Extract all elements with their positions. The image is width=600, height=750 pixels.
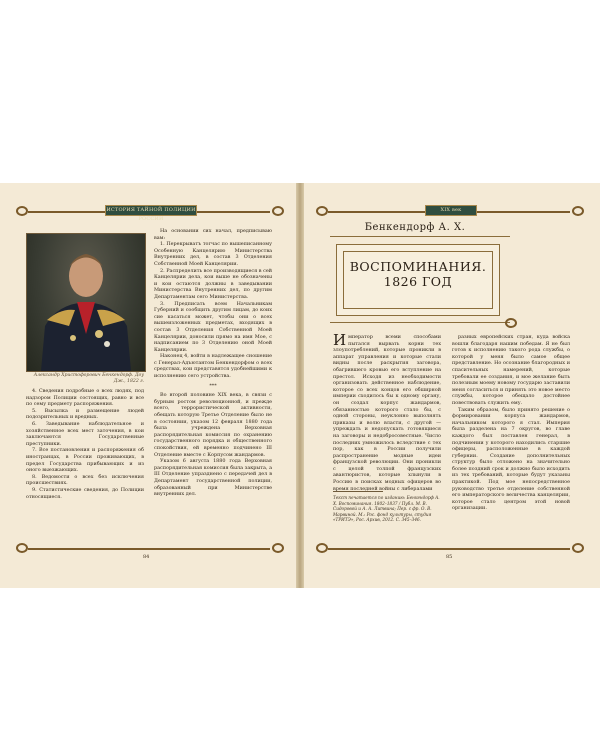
left-header-scroll-left <box>16 206 28 216</box>
right-footer-scroll-left <box>316 543 328 553</box>
footnote-rule <box>333 491 383 492</box>
paragraph: 5. Высылка и размещение людей подозрительных и вредных. <box>26 407 144 421</box>
left-column-1 <box>26 388 144 500</box>
portrait-image <box>26 233 146 372</box>
right-running-head: XIX век <box>425 205 477 216</box>
portrait-figure <box>27 234 145 371</box>
paragraph: 3. Предписать всем Начальникам Губерний и сообщить другим лицам, до коих сие касаться может, чтобы они о всех вышеизложенных предметах, входящих в состав 3 Отделения Собственной Моей Канцелярии, доносили прямо на имя Мое, с надписанием по 3 Отделению оной Моей Канцелярии. <box>154 300 272 353</box>
paragraph: 2. Распределить все производящиеся в сей Канцелярии дела, кои выше не обозначены и кои остаются должны в заведывании Министерства Внутренних дел, по другим Департаментам сего Министерства. <box>154 267 272 300</box>
chapter-title-line-1: ВОСПОМИНАНИЯ. <box>349 259 487 274</box>
paragraph: На основании сих начал, предписываю вам: <box>154 228 272 241</box>
paragraph: *** <box>209 382 217 389</box>
left-footer-rule <box>28 548 270 550</box>
chapter-title-line-2: 1826 ГОД <box>383 274 453 289</box>
paragraph: 8. Ведомости о всех без исключения происшествиях. <box>26 473 144 487</box>
left-running-head: ИСТОРИЯ ТАЙНОЙ ПОЛИЦИИ РОССИИ <box>106 207 196 222</box>
paragraph: 4. Сведения подробные о всех людях, под надзором Полиции состоящих, равно и все по сему предмету распоряжения. <box>26 388 144 408</box>
left-header-scroll-right <box>272 206 284 216</box>
portrait-caption: Александр Христофорович Бенкендорф. Доу Дж., 1822 г. <box>33 373 144 384</box>
chapter-title <box>337 259 499 289</box>
left-column-2 <box>154 228 272 498</box>
paragraph: Указом 6 августа 1880 года Верховная распорядительная комиссия была закрыта, а III Отделение упразднено с передачей дел в Департамент государственной полиции, образованный при Министерстве внутренних дел. <box>154 458 272 498</box>
author-heading: Бенкендорф А. Х. <box>364 222 466 233</box>
paragraph: Во второй половине XIX века, в связи с бурным ростом революционной, и прежде всего, террористической активности, обещать которую Третье Отделение было не в состоянии, указом 12 февраля 1880 года была учреждена Верховная распорядительная комиссия по охранению государственного порядка и общественного спокойствия, ей временно подчинено III Отделение вместе с Корпусом жандармов. <box>154 392 272 458</box>
paragraph: Наконец 4, войти в надлежащее сношение с Генерал-Адъютантом Бенкендорфом о всех средствах, кои представятся удобнейшими к исполнению сего устройства. <box>154 353 272 380</box>
title-top-rule <box>330 236 510 237</box>
paragraph: 9. Статистические сведения, до Полиции относящиеся. <box>26 486 144 500</box>
paragraph: 7. Все постановления и распоряжения об иностранцах, в России проживающих, в предел Государства прибывающих и из оного выезжающих. <box>26 447 144 474</box>
paragraph: разных европейских стран, куда войска вошли благодаря нашим победам. Я не был готов к исполнению такого рода службы, о которой у меня было самое общее представление. Но осознание благородных и спасительных намерений, которые требовали ее создания, и мое желание быть полезным моему новому государю заставили меня согласиться и принять это новое место службы, которое обещало достойнее повествовать служить ему. <box>452 334 570 406</box>
right-footer-scroll-right <box>572 543 584 553</box>
paragraph: 1. Перекрыватъ тогчас по вышеписанному Особенную Канцелярию Министерства Внутренних дел, в состав 3 Отделения Собственной Моей Канцелярии. <box>154 241 272 267</box>
footnote: Текст печатается по изданию: Бенкендорф А. Х. Воспоминания. 1802–1837 / Публ. М. В. Сидоровой и А. А. Литвина; Пер. с фр. О. В. Марвиной. М.: Рос. фонд культуры, студия «ТРИТЭ», Рос. Архив, 2012. С. 345–346. <box>333 495 440 523</box>
title-frame <box>336 244 500 316</box>
right-column-1-text: мператор всеми способами пытался вырвать корни тех злоупотреблений, которые проникли в аппарат управления и которые стали видны после раскрытия заговора, обагрившего кровью его вступление на престол. Исходя из необходимости организовать действенное наблюдение, которое со всех концов его обширной империи сходилось бы к одному органу, он создал корпус жандармов, обязанностью которого стало бы, с одной стороны, неуклонно выполнять приказы и волю власти, с другой — упреждать и недопускать готовящиеся на заговоры и недобросовестные. Число последних умножилось вследствие с тех пор, как в России получили распространение модные идеи французской революции. Они проникли с целой толпой французских авантюристов, которые хлынули в Россию в поисках модных офицеров во время последней войны с либералами <box>333 334 441 492</box>
right-page-number: 85 <box>446 554 453 560</box>
title-bottom-rule <box>330 322 510 323</box>
right-column-2 <box>452 334 570 512</box>
paragraph: 6. Заведывание наблюдательное и хозяйственное всех мест заточения, в кои заключаются Государственные преступники. <box>26 420 144 447</box>
right-column-1 <box>333 331 441 492</box>
left-footer-scroll-right <box>272 543 284 553</box>
book-gutter <box>296 183 304 588</box>
title-scroll-right <box>505 318 517 328</box>
right-header-scroll-left <box>316 206 328 216</box>
right-header-scroll-right <box>572 206 584 216</box>
left-footer-scroll-left <box>16 543 28 553</box>
drop-cap: И <box>333 331 347 349</box>
paragraph: Таким образом, было принято решение о формировании корпуса жандармов, начальником которого я стал. Империя была разделена на 7 округов, во главе каждого был поставлен генерал, в подчинении у которого находились старшие офицеры, расположенные в каждой губернии. Создание дополнительных структур было отложено на значительно более поздний срок и должно было исходить из тех требований, которые будут указаны практикой. Под мое непосредственное руководство третье отделение собственной его императорского величества канцелярии, которое стало центром этой новой организации. <box>452 406 570 512</box>
left-page-number: 84 <box>143 554 150 560</box>
right-footer-rule <box>328 548 570 550</box>
